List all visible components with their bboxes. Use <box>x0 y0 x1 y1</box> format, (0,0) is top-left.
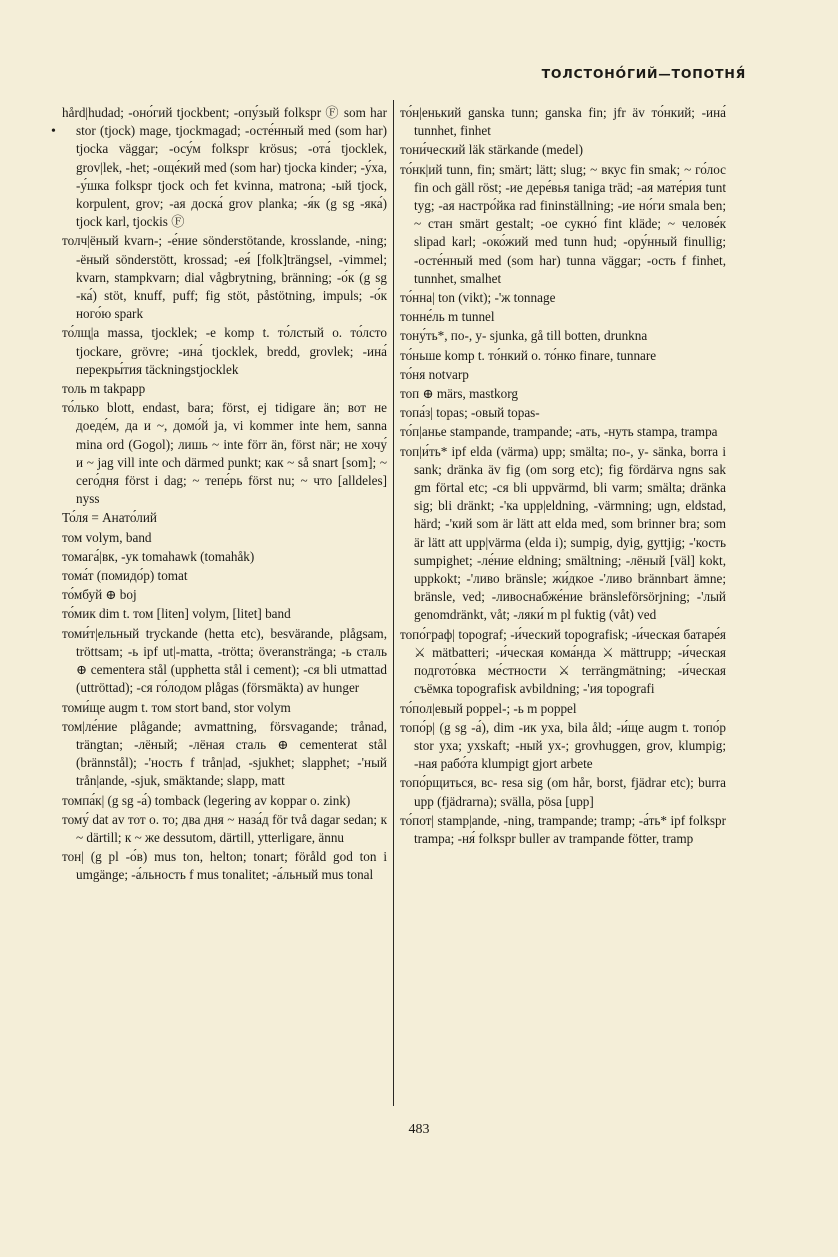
entry-topot: то́пот| stamp|ande, -ning, trampande; tramp; -а́ть* ipf folkspr trampa; -ня́ folkspr buller av trampande fötter, tramp <box>400 812 726 846</box>
entry-tonna: то́нна| ton (vikt); -'ж tonnage <box>400 290 556 306</box>
entry-tomagavk: томага́|вк, -ук tomahawk (tomahåk) <box>62 548 255 564</box>
entry-topaz: топа́з| topas; -овый topas- <box>400 405 540 421</box>
entry-ton: тон| (g pl -о́в) mus ton, helton; tonart; föråld god ton i umgänge; -а́льность f mus tonalitet; -а́льный mus tonal <box>62 849 387 883</box>
column-divider <box>393 100 394 1106</box>
entry-tolya: То́ля = Анато́лий <box>62 510 157 526</box>
entry-topit: топ|и́ть* ipf elda (värma) upp; smälta; по-, у- sänka, borra i sank; dränka äv fig (om sorg etc); fig fördärva ngns sak gm förtal etc; -ся bli uppvärmd, bli varm; smälta; dränka sig; bli dränkt; -'ка upp|eldning, -värmning; ugn, eldstad, härd; -'кий som är lätt att elda med, som brinner bra; som är lätt att upp|värma (elda i); sumpig, dyig, gyttjig; -'кость sumpighet; -ле́ние eldning; smältning; -лёный [väl] kokt, uppkokt; -'ливо bränsle; жи́дкое -'ливо brännbart ämne; bränsle, ved; -ливоснабже́ние bränsleförsörjning; -'лый genomdränkt, våt; -ляки́ m pl fuktig (våt) ved <box>400 443 726 623</box>
right-column <box>400 104 726 849</box>
running-head: ТОЛСТОНО́ГИЙ—ТОПОТНЯ́ <box>541 66 746 81</box>
entry-topor: топо́р| (g sg -а́), dim -ик yxa, bila åld; -и́ще augm t. топо́р stor yxa; yxskaft; -ный yx-; grovhuggen, grov, klumpig; -ная рабо́та klumpigt gjort arbete <box>400 719 726 772</box>
entry-tom: том volym, band <box>62 529 152 545</box>
entry-tonky: то́нк|ий tunn, fin; smärt; lätt; slug; ~ вкус fin smak; ~ го́лос fin och gäll röst; -ие дере́вья taniga träd; -ая мате́рия tunt tyg; -ая настро́йка rad fininställning; -ие но́ги smala ben; ~ стан smärt gestalt; -ое сукно́ fint kläde; ~ челове́к slipad karl; -око́жий med tunn hud; -ору́нный finullig; -осте́нный med (som har) tunna väggar; -ость f finhet, tunnhet, smalhet <box>400 161 726 286</box>
page-number: 483 <box>408 1122 430 1137</box>
entry-topograf: топо́граф| topograf; -и́ческий topografisk; -и́ческая батаре́я ⚔ mätbatteri; -и́ческая кома́нда ⚔ mättrupp; -и́ческая подгото́вка ме́стности ⚔ terrängmätning; -и́ческая съёмка topografisk avbildning; -'ия topografi <box>400 626 726 697</box>
entry-tompak: томпа́к| (g sg -а́) tomback (legering av koppar o. zink) <box>62 792 351 808</box>
entry-topanye: то́п|анье stampande, trampande; -ать, -нуть stampa, trampa <box>400 424 718 440</box>
entry-tolch: толч|ёный kvarn-; -е́ние sönderstötande, krosslande, -ning; -ёный sönderstött, krossad; -ея́ [folk]trängsel, -vimmel; kvarn, stampkvarn; dial vågbrytning, bränning; -о́к (g sg -ка́) stöt, knuff, puff; fig stöt, påstötning, impuls; -о́к ного́ю spark <box>62 233 387 322</box>
entry-tolko: то́лько blott, endast, bara; först, ej tidigare än; вот не доеде́м, да и ~, домо́й ja, vi kommer inte hem, sanna mina ord (Gogol); лишь ~ inte förr än, först när; не хочу́ и ~ jag vill inte och därmed punkt; как ~ så snart [som]; ~ сего́дня först i dag; ~ тепе́рь först nu; ~ что [alldeles] nyss <box>62 400 387 507</box>
entry-tonya: то́ня notvarp <box>400 366 469 382</box>
entry-tombuy: то́мбуй ⊕ boj <box>62 587 137 603</box>
entry-tomu: тому́ dat av тот o. то; два дня ~ наза́д för två dagar sedan; к ~ därtill; к ~ же dessutom, därtill, ytterligare, ännu <box>62 811 387 845</box>
entry-toporshchitsya: топо́рщиться, вс- resa sig (om hår, borst, fjädrar etc); burra upp (fjädrarna); svälla, pösa [upp] <box>400 775 726 809</box>
entry-tomitelny: томи́т|ельный tryckande (hetta etc), besvärande, plågsam, tröttsam; -ь ipf ut|-matta, -trötta; överanstränga; -ь сталь ⊕ cementera stål (upphetta stål i cement); -ся bli utmattad (uttröttad); -ся го́лодом plågas (försmäkta) av hunger <box>62 625 387 696</box>
entry-tolshch: то́лщ|а massa, tjocklek; -е komp t. то́лстый o. то́лсто tjockare, grövre; -ина́ tjocklek, bredd, grovlek; -ина́ перекры́тия täckningstjocklek <box>62 325 387 377</box>
entry-tonnel: тонне́ль m tunnel <box>400 309 495 325</box>
entry-tonut: тону́ть*, по-, у- sjunka, gå till botten, drunkna <box>400 328 648 344</box>
entry-tonenky: то́н|енький ganska tunn; ganska fin; jfr äv то́нкий; -ина́ tunnhet, finhet <box>400 105 726 139</box>
entry-tomat: тома́т (помидо́р) tomat <box>62 568 188 584</box>
entry-tomishche: томи́ще augm t. том stort band, stor volym <box>62 699 291 715</box>
entry-tonshe: то́ньше komp t. то́нкий o. то́нко finare, tunnare <box>400 347 657 363</box>
entry-tol: толь m takpapp <box>62 381 146 397</box>
entry-tomik: то́мик dim t. том [liten] volym, [litet] band <box>62 606 291 622</box>
entry-top: топ ⊕ märs, mastkorg <box>400 386 518 402</box>
left-column <box>62 104 387 886</box>
entry-tomlenie: том|ле́ние plågande; avmattning, försvagande; trånad, trängtan; -лёный; -лёная сталь ⊕ cementerat stål (brännstål); -'ность f trån|ad, -sjukhet; slapphet; -'ный trån|ande, -sjuk, smäktande; slapp, matt <box>62 718 387 789</box>
margin-dot: • <box>51 124 56 139</box>
entry-tolsto-cont: hård|hudad; -оно́гий tjockbent; -опу́зый folkspr Ⓕ som har stor (tjock) mage, tjockmagad; -осте́нный med (som har) tjocka väggar; -осу́м folkspr krösus; -ота́ tjocklek, grov|lek, -het; -още́кий med (som har) tjocka kinder; -у́ха, -у́шка folkspr tjock och fet kvinna, matrona; -ый tjock, korpulent, grov; -ая доска́ grov planka; -я́к (g sg -яка́) tjock karl, tjockis Ⓕ <box>62 105 387 230</box>
entry-tonichesky: тони́ческий läk stärkande (medel) <box>400 142 584 158</box>
entry-topol: то́пол|евый poppel-; -ь m poppel <box>400 700 577 716</box>
